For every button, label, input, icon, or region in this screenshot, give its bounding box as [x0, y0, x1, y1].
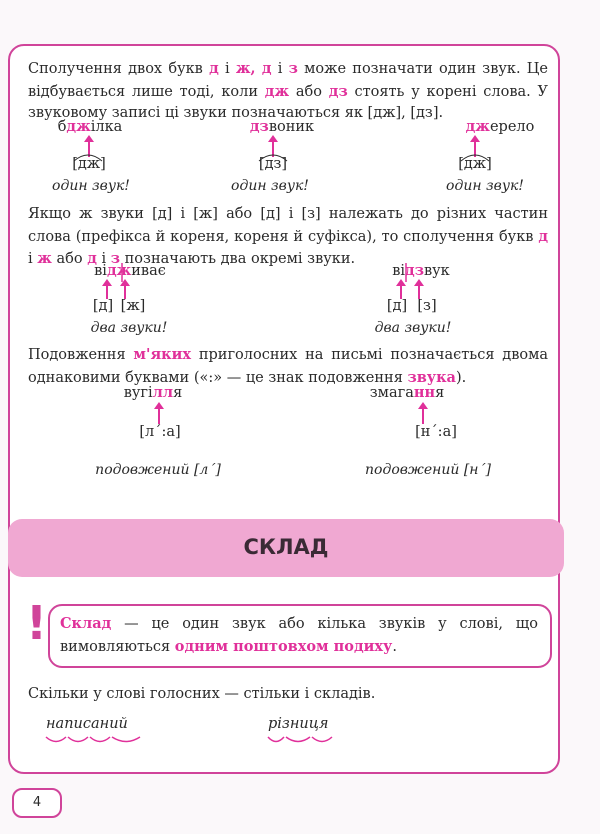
- intro-paragraph: Сполучення двох букв д і ж, д і з може позначати один звук. Це відбувається лише тоді, коли дж або дз стоять у корені слова. У звуковому записі ці звуки позначаються як [дж], [дз].: [28, 60, 549, 121]
- section-banner: [8, 519, 564, 577]
- transcription-d: [д]: [92, 298, 114, 314]
- caption-two-sounds: два звуки!: [90, 320, 168, 336]
- caption-one-sound: один звук!: [231, 178, 309, 194]
- example-napysanyi: написаний: [46, 716, 128, 732]
- syllable-arcs-icon: [44, 734, 154, 746]
- arrow-up-icon: [400, 285, 402, 299]
- word-vuhillia: вугілля: [123, 384, 183, 401]
- word-dzvonyk: дзвоник: [249, 118, 315, 135]
- arrow-up-icon: [124, 285, 126, 299]
- tie-arc-icon: [257, 152, 289, 162]
- arrow-up-icon: [418, 285, 420, 299]
- caption-lengthened-l: подовжений [л΄]: [95, 462, 221, 478]
- arrow-up-icon: [106, 285, 108, 299]
- caption-one-sound: один звук!: [446, 178, 524, 194]
- transcription: [н΄:а]: [415, 424, 457, 440]
- word-zmahannia: змагання: [369, 384, 445, 401]
- paragraph-two-sounds: Якщо ж звуки [д] і [ж] або [д] і [з] належать до різних частин слова (префікса й кореня, кореня й суфікса), то сполучення букв д і ж або д і з позначають два окремі звуки.: [28, 206, 548, 267]
- paragraph-lengthening: Подовження м'яких приголосних на письмі позначається двома однаковими буквами («:» — це знак подовження звука).: [28, 346, 549, 386]
- tie-arc-icon: [72, 152, 104, 162]
- tie-arc-icon: [459, 152, 491, 162]
- syllable-arcs-icon: [266, 734, 346, 746]
- definition-text: Склад — це один звук або кілька звуків у слові, що вимовляються одним поштовхом подиху.: [60, 615, 538, 655]
- transcription: [дж]: [458, 156, 492, 172]
- syllable-rule: Скільки у слові голосних — стільки і складів.: [28, 686, 376, 702]
- arrow-up-icon: [422, 408, 424, 424]
- transcription-d: [д]: [386, 298, 408, 314]
- transcription: [дз]: [258, 156, 288, 172]
- caption-one-sound: один звук!: [52, 178, 130, 194]
- transcription: [дж]: [72, 156, 106, 172]
- caption-lengthened-n: подовжений [н΄]: [365, 462, 491, 478]
- example-riznytsia: різниця: [268, 716, 329, 732]
- transcription: [л΄:а]: [139, 424, 181, 440]
- exclamation-icon: !: [26, 596, 47, 650]
- section-title: СКЛАД: [243, 535, 329, 559]
- word-vidzvuk: відзвук: [392, 262, 450, 279]
- word-dzherelo: джерело: [465, 118, 535, 135]
- word-vidzhyvaie: відживає: [94, 262, 166, 279]
- transcription-z: [з]: [417, 298, 437, 314]
- word-bdzhilka: бджілка: [57, 118, 123, 135]
- caption-two-sounds: два звуки!: [374, 320, 452, 336]
- page-number: 4: [12, 788, 62, 818]
- arrow-up-icon: [158, 408, 160, 424]
- transcription-zh: [ж]: [120, 298, 146, 314]
